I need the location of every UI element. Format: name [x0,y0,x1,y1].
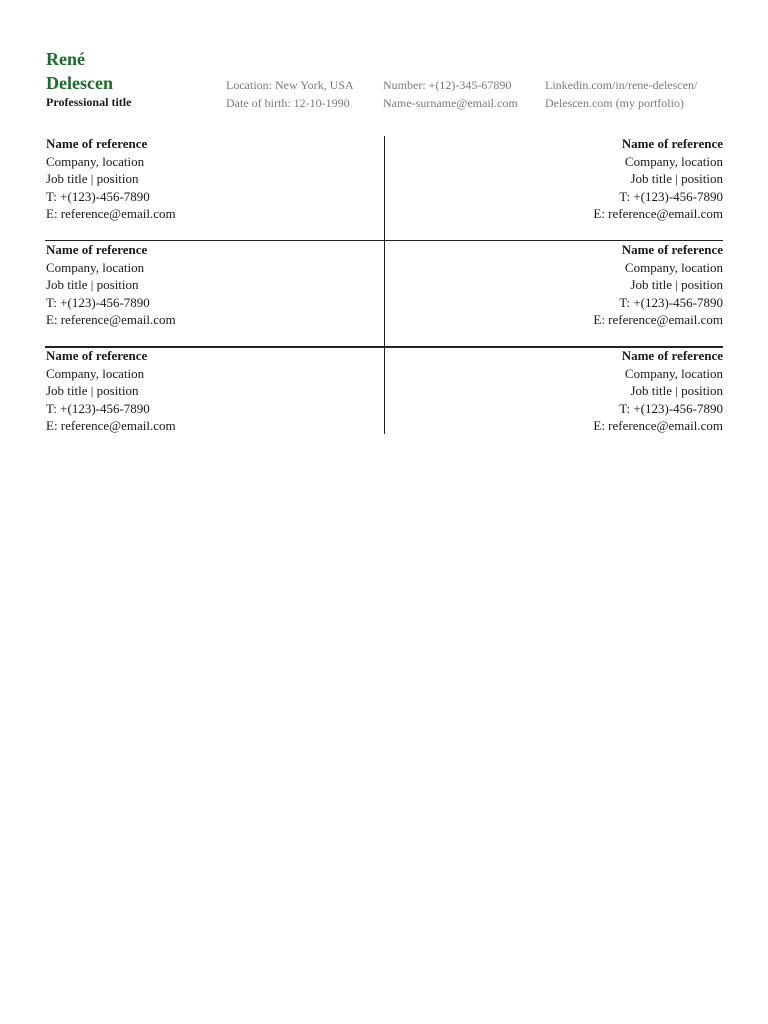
first-name: René [46,49,85,69]
reference-name: Name of reference [46,242,148,257]
vertical-divider [384,136,385,434]
location-text: Location: New York, USA [226,78,354,92]
portfolio-link[interactable]: Delescen.com (my portfolio) [545,96,684,110]
phone-number-text: Number: +(12)-345-67890 [383,78,512,92]
reference-name: Name of reference [46,136,148,151]
reference-name: Name of reference [621,136,723,151]
reference-phone: T: +(123)-456-7890 [46,294,150,310]
reference-email: E: reference@email.com [593,206,723,221]
reference-job: Job title | position [630,383,723,398]
date-of-birth-text: Date of birth: 12-10-1990 [226,96,350,110]
reference-company: Company, location [624,153,723,169]
reference-name: Name of reference [46,348,148,363]
reference-card [403,347,723,435]
reference-name: Name of reference [621,242,723,257]
linkedin-link[interactable]: Linkedin.com/in/rene-delescen/ [545,78,698,92]
reference-phone: T: +(123)-456-7890 [46,188,150,204]
reference-phone: T: +(123)-456-7890 [46,400,150,416]
reference-card [46,241,366,329]
reference-company: Company, location [46,153,145,169]
reference-company: Company, location [46,259,145,275]
reference-job: Job title | position [46,383,139,398]
reference-phone: T: +(123)-456-7890 [619,294,723,310]
reference-job: Job title | position [630,277,723,292]
reference-job: Job title | position [630,171,723,186]
reference-name: Name of reference [621,348,723,363]
reference-phone: T: +(123)-456-7890 [619,400,723,416]
reference-company: Company, location [624,365,723,381]
last-name: Delescen [46,73,113,93]
reference-phone: T: +(123)-456-7890 [619,188,723,204]
email-text: Name-surname@email.com [383,96,518,110]
reference-card [403,241,723,329]
reference-email: E: reference@email.com [593,312,723,327]
reference-company: Company, location [624,259,723,275]
reference-email: E: reference@email.com [46,418,176,433]
reference-card [46,135,366,223]
reference-email: E: reference@email.com [46,312,176,327]
reference-card [403,135,723,223]
professional-title: Professional title [46,95,132,109]
reference-email: E: reference@email.com [593,418,723,433]
reference-job: Job title | position [46,171,139,186]
reference-job: Job title | position [46,277,139,292]
reference-email: E: reference@email.com [46,206,176,221]
reference-card [46,347,366,435]
reference-company: Company, location [46,365,145,381]
